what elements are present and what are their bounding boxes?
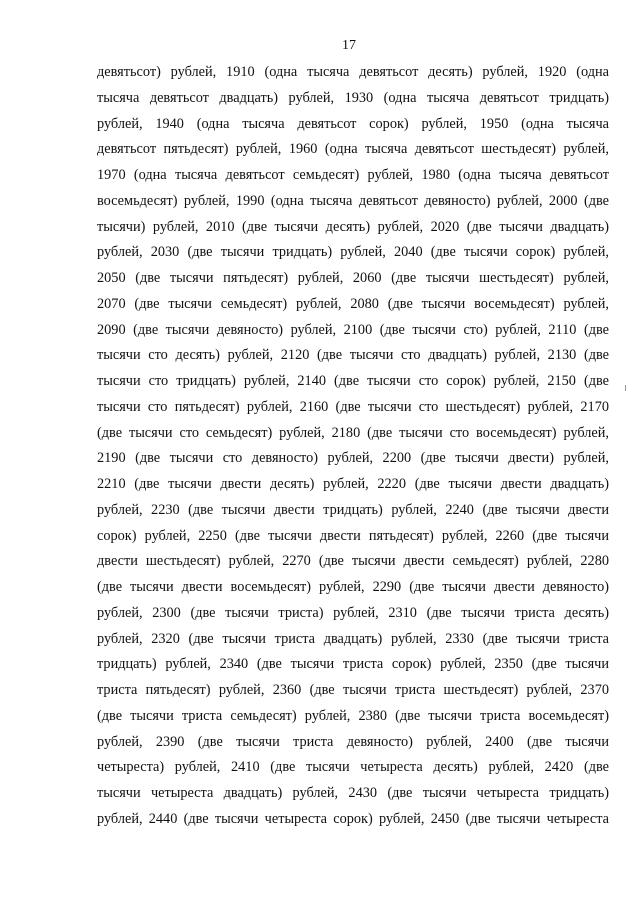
text-line: двести шестьдесят) рублей, 2270 (две тысячи двести семьдесят) рублей, 2280 (97, 553, 609, 570)
text-line: 2050 (две тысячи пятьдесят) рублей, 2060 (две тысячи шестьдесят) рублей, (97, 270, 609, 286)
text-line: рублей, 2440 (две тысячи четыреста сорок) рублей, 2450 (две тысячи четыреста (97, 810, 609, 827)
text-line: (две тысячи сто семьдесят) рублей, 2180 (две тысячи сто восемьдесят) рублей, (97, 424, 609, 441)
text-line: (две тысячи двести восемьдесят) рублей, 2290 (две тысячи двести девяносто) (97, 579, 609, 595)
text-line: тысячи) рублей, 2010 (две тысячи десять) рублей, 2020 (две тысячи двадцать) (97, 218, 609, 235)
text-line: тысячи сто пятьдесят) рублей, 2160 (две тысячи сто шестьдесят) рублей, 2170 (97, 398, 609, 415)
text-line: 2210 (две тысячи двести десять) рублей, 2220 (две тысячи двести двадцать) (97, 476, 609, 492)
text-line: рублей, 1940 (одна тысяча девятьсот сорок) рублей, 1950 (одна тысяча (97, 115, 609, 132)
text-line: 2090 (две тысячи девяносто) рублей, 2100 (две тысячи сто) рублей, 2110 (две (97, 321, 609, 338)
text-line: девятьсот) рублей, 1910 (одна тысяча девятьсот десять) рублей, 1920 (одна (97, 64, 609, 80)
body-text (97, 60, 609, 833)
scan-artifact (625, 385, 626, 391)
text-line: девятьсот пятьдесят) рублей, 1960 (одна тысяча девятьсот шестьдесят) рублей, (97, 141, 609, 158)
text-line: тысячи сто десять) рублей, 2120 (две тысячи сто двадцать) рублей, 2130 (две (97, 347, 609, 364)
page-number: 17 (342, 38, 356, 53)
text-line: четыреста) рублей, 2410 (две тысячи четыреста десять) рублей, 2420 (две (97, 759, 609, 776)
text-line: 2070 (две тысячи семьдесят) рублей, 2080 (две тысячи восемьдесят) рублей, (97, 295, 609, 312)
text-line: тысяча девятьсот двадцать) рублей, 1930 (одна тысяча девятьсот тридцать) (97, 89, 609, 106)
text-line: рублей, 2230 (две тысячи двести тридцать) рублей, 2240 (две тысячи двести (97, 501, 609, 518)
text-line: тысячи сто тридцать) рублей, 2140 (две тысячи сто сорок) рублей, 2150 (две (97, 373, 609, 389)
text-line: рублей, 2300 (две тысячи триста) рублей, 2310 (две тысячи триста десять) (97, 604, 609, 621)
text-line: тридцать) рублей, 2340 (две тысячи триста сорок) рублей, 2350 (две тысячи (97, 656, 609, 673)
text-line: рублей, 2030 (две тысячи тридцать) рублей, 2040 (две тысячи сорок) рублей, (97, 244, 609, 261)
text-line: триста пятьдесят) рублей, 2360 (две тысячи триста шестьдесят) рублей, 2370 (97, 682, 609, 698)
text-line: рублей, 2320 (две тысячи триста двадцать) рублей, 2330 (две тысячи триста (97, 630, 609, 647)
text-line: (две тысячи триста семьдесят) рублей, 2380 (две тысячи триста восемьдесят) (97, 707, 609, 724)
text-line: 1970 (одна тысяча девятьсот семьдесят) рублей, 1980 (одна тысяча девятьсот (97, 167, 609, 183)
text-line: 2190 (две тысячи сто девяносто) рублей, 2200 (две тысячи двести) рублей, (97, 450, 609, 467)
text-line: тысячи четыреста двадцать) рублей, 2430 (две тысячи четыреста тридцать) (97, 785, 609, 801)
text-line: восемьдесят) рублей, 1990 (одна тысяча девятьсот девяносто) рублей, 2000 (две (97, 192, 609, 209)
text-line: сорок) рублей, 2250 (две тысячи двести пятьдесят) рублей, 2260 (две тысячи (97, 527, 609, 544)
text-line: рублей, 2390 (две тысячи триста девяносто) рублей, 2400 (две тысячи (97, 733, 609, 750)
